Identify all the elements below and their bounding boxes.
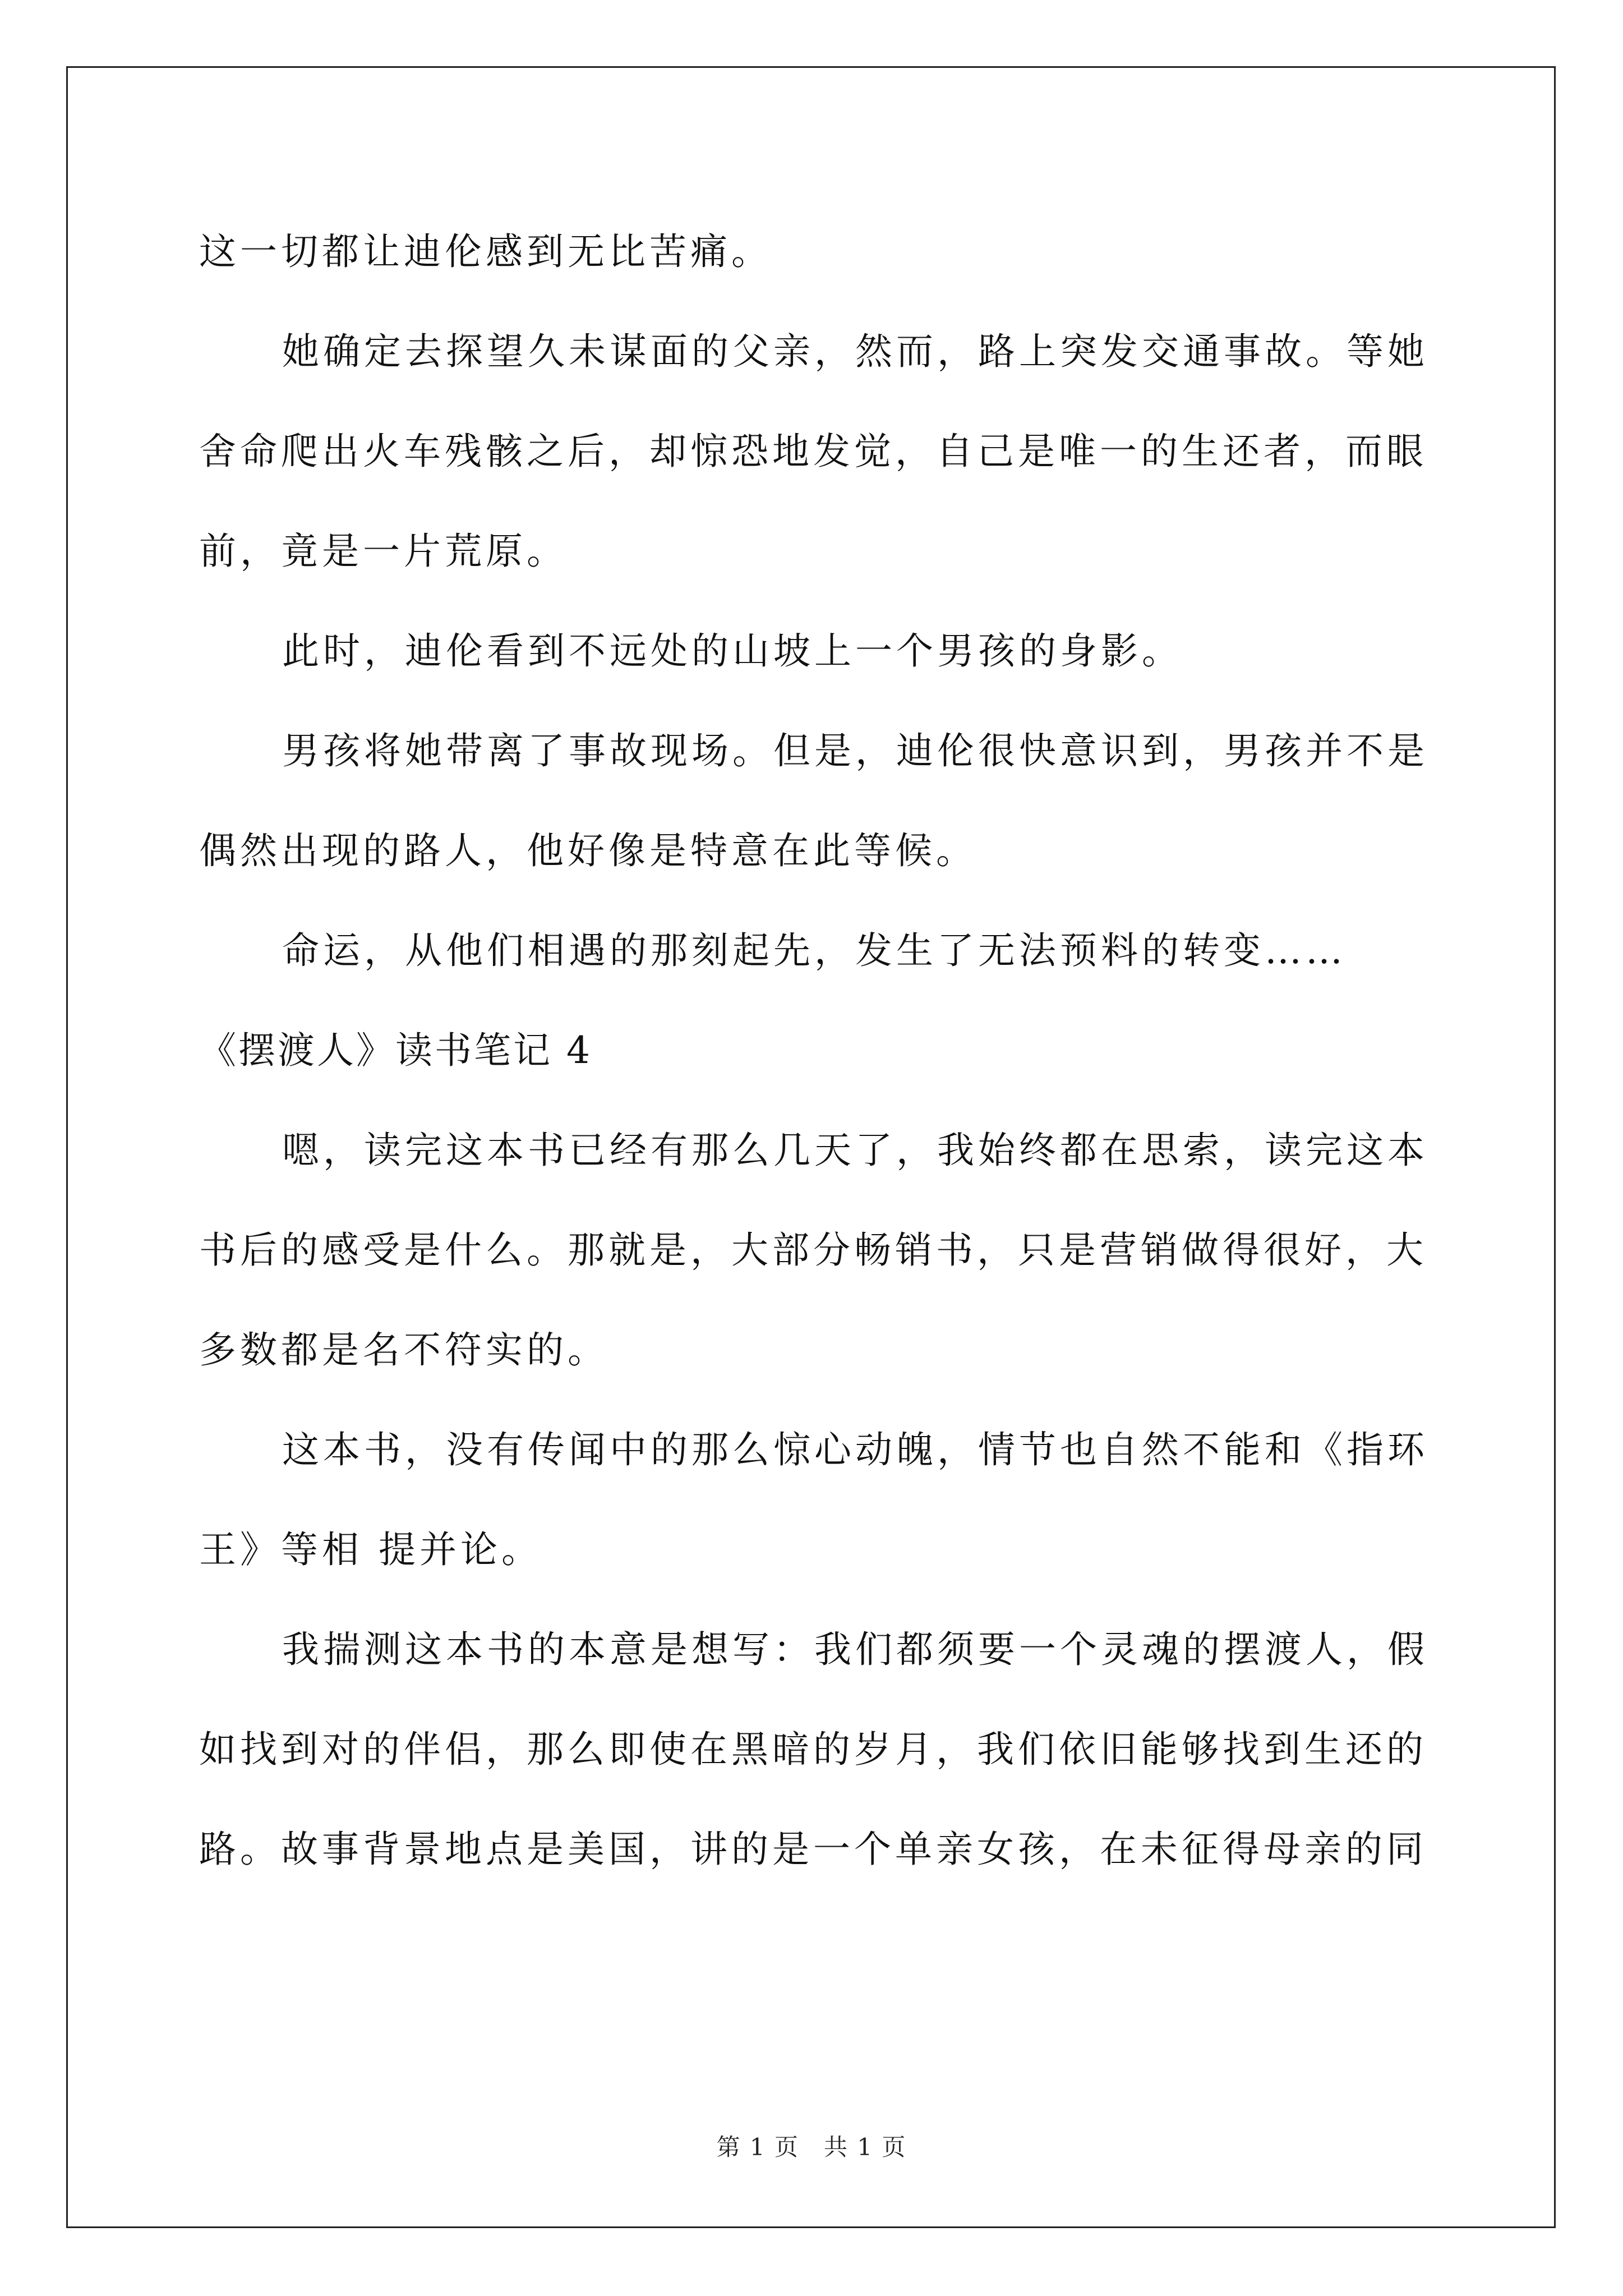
paragraph: 嗯，读完这本书已经有那么几天了，我始终都在思索，读完这本书后的感受是什么。那就是，大部分畅销书，只是营销做得很好，大多数都是名不符实的。 (199, 1129, 1428, 1372)
paragraph: 她确定去探望久未谋面的父亲，然而，路上突发交通事故。等她舍命爬出火车残骸之后，却惊恐地发觉，自己是唯一的生还者，而眼前，竟是一片荒原。 (199, 330, 1428, 573)
page-footer: 第 1 页 共 1 页 (716, 2133, 907, 2161)
section-heading: 《摆渡人》读书笔记 4 (199, 1029, 592, 1072)
paragraph: 这本书，没有传闻中的那么惊心动魄，情节也自然不能和《指环王》等相 提并论。 (199, 1428, 1428, 1571)
paragraph: 命运，从他们相遇的那刻起先，发生了无法预料的转变…… (282, 929, 1347, 972)
paragraph: 此时，迪伦看到不远处的山坡上一个男孩的身影。 (282, 629, 1183, 673)
paragraph: 这一切都让迪伦感到无比苦痛。 (199, 230, 772, 273)
document-body (199, 202, 1438, 1899)
paragraph: 男孩将她带离了事故现场。但是，迪伦很快意识到，男孩并不是偶然出现的路人，他好像是特意在此等候。 (199, 729, 1428, 872)
paragraph: 我揣测这本书的本意是想写：我们都须要一个灵魂的摆渡人，假如找到对的伴侣，那么即使在黑暗的岁月，我们依旧能够找到生还的路。故事背景地点是美国，讲的是一个单亲女孩，在未征得母亲的同 (199, 1628, 1428, 1871)
